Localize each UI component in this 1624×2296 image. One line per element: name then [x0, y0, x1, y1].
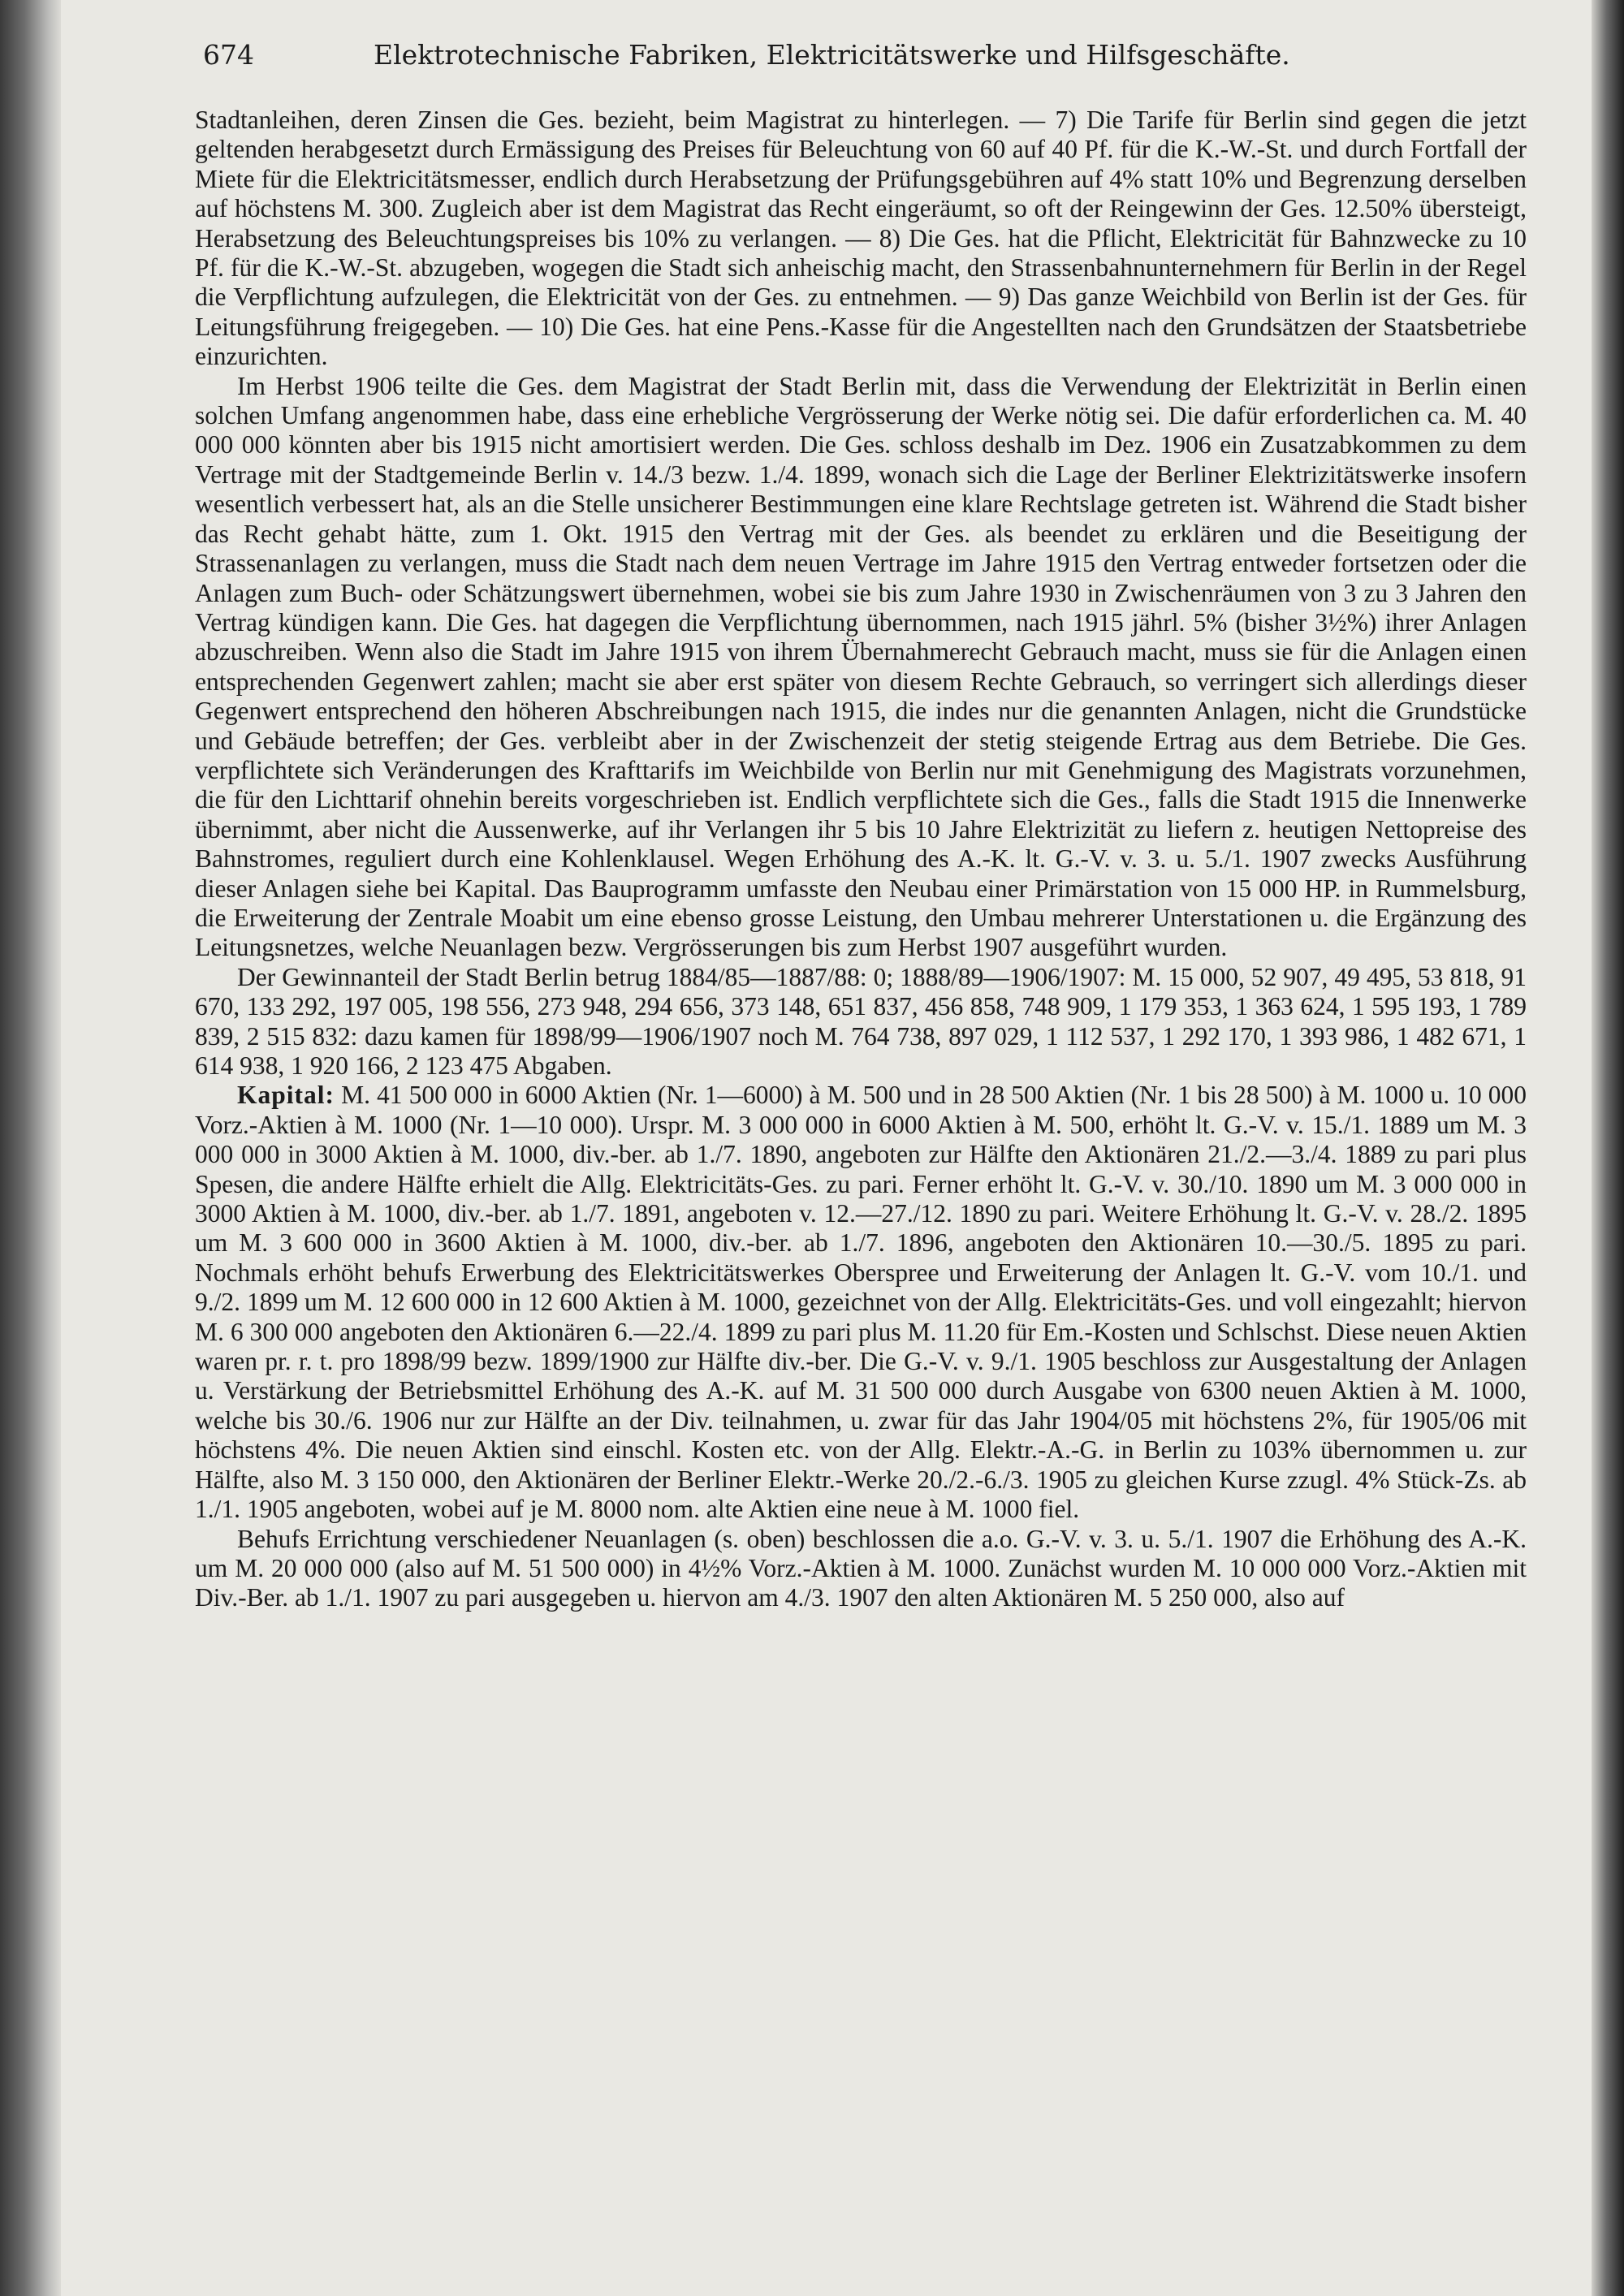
running-header [203, 37, 1510, 73]
paragraph: Stadtanleihen, deren Zinsen die Ges. bezieht, beim Magistrat zu hinterlegen. — 7) Die Tarife für Berlin sind gegen die jetzt geltenden herabgesetzt durch Ermässigung des Preises für Beleuchtung von 60 auf 40 Pf. für die K.-W.-St. und durch Fortfall der Miete für die Elektricitätsmesser, endlich durch Herabsetzung der Prüfungsgebühren auf 4% statt 10% und Begrenzung derselben auf höchstens M. 300. Zugleich aber ist dem Magistrat das Recht eingeräumt, so oft der Reingewinn der Ges. 12.50% übersteigt, Herabsetzung des Beleuchtungspreises bis 10% zu verlangen. — 8) Die Ges. hat die Pflicht, Elektricität für Bahnzwecke zu 10 Pf. für die K.-W.-St. abzugeben, wogegen die Stadt sich anheischig macht, den Strassenbahnunternehmern für Berlin in der Regel die Verpflichtung aufzulegen, die Elektricität von der Ges. zu entnehmen. — 9) Das ganze Weichbild von Berlin ist der Ges. für Leitungsführung freigegeben. — 10) Die Ges. hat eine Pens.-Kasse für die Angestellten nach den Grundsätzen der Staatsbetriebe einzurichten. [195, 106, 1527, 371]
page-title: Elektrotechnische Fabriken, Elektricitätswerke und Hilfsgeschäfte. [374, 39, 1290, 71]
paragraph: Der Gewinnanteil der Stadt Berlin betrug 1884/85—1887/88: 0; 1888/89—1906/1907: M. 15 000, 52 907, 49 495, 53 818, 91 670, 133 292, 197 005, 198 556, 273 948, 294 656, 373 148, 651 837, 456 858, 748 909, 1 179 353, 1 363 624, 1 595 193, 1 789 839, 2 515 832: dazu kamen für 1898/99—1906/1907 noch M. 764 738, 897 029, 1 112 537, 1 292 170, 1 393 986, 1 482 671, 1 614 938, 1 920 166, 2 123 475 Abgaben. [195, 962, 1527, 1080]
body-text [195, 106, 1527, 1613]
kapital-section [195, 1081, 1527, 1524]
paragraph: Im Herbst 1906 teilte die Ges. dem Magistrat der Stadt Berlin mit, dass die Verwendung der Elektrizität in Berlin einen solchen Umfang angenommen habe, dass eine erhebliche Vergrösserung der Werke nötig sei. Die dafür erforderlichen ca. M. 40 000 000 könnten aber bis 1915 nicht amortisiert werden. Die Ges. schloss deshalb im Dez. 1906 ein Zusatzabkommen zu dem Vertrage mit der Stadtgemeinde Berlin v. 14./3 bezw. 1./4. 1899, wonach sich die Lage der Berliner Elektrizitätswerke insofern wesentlich verbessert hat, als an die Stelle unsicherer Bestimmungen eine klare Rechtslage getreten ist. Während die Stadt bisher das Recht gehabt hätte, zum 1. Okt. 1915 den Vertrag mit der Ges. als beendet zu erklären und die Beseitigung der Strassenanlagen zu verlangen, muss die Stadt nach dem neuen Vertrage im Jahre 1915 den Vertrag entweder fortsetzen oder die Anlagen zum Buch- oder Schätzungswert übernehmen, wobei sie bis zum Jahre 1930 in Zwischenräumen von 3 zu 3 Jahren den Vertrag kündigen kann. Die Ges. hat dagegen die Verpflichtung übernommen, nach 1915 jährl. 5% (bisher 3½%) ihrer Anlagen abzuschreiben. Wenn also die Stadt im Jahre 1915 von ihrem Übernahmerecht Gebrauch macht, muss sie für die Anlagen einen entsprechenden Gegenwert zahlen; macht sie aber erst später von diesem Rechte Gebrauch, so verringert sich allerdings dieser Gegenwert entsprechend den höheren Abschreibungen nach 1915, die indes nur die genannten Anlagen, nicht die Grundstücke und Gebäude betreffen; der Ges. verbleibt aber in der Zwischenzeit der stetig steigende Ertrag aus dem Betriebe. Die Ges. verpflichtete sich Veränderungen des Krafttarifs im Weichbilde von Berlin nur mit Genehmigung des Magistrats vorzunehmen, die für den Lichttarif ohnehin bereits vorgeschrieben ist. Endlich verpflichtete sich die Ges., falls die Stadt 1915 die Innenwerke übernimmt, aber nicht die Aussenwerke, auf ihr Verlangen ihr 5 bis 10 Jahre Elektrizität zu liefern z. heutigen Nettopreise des Bahnstromes, reguliert durch eine Kohlenklausel. Wegen Erhöhung des A.-K. lt. G.-V. v. 3. u. 5./1. 1907 zwecks Ausführung dieser Anlagen siehe bei Kapital. Das Bauprogramm umfasste den Neubau einer Primärstation von 15 000 HP. in Rummelsburg, die Erweiterung der Zentrale Moabit um eine ebenso grosse Leistung, den Umbau mehrerer Unterstationen u. die Ergänzung des Leitungsnetzes, welche Neuanlagen bezw. Vergrösserungen bis zum Herbst 1907 ausgeführt wurden. [195, 371, 1527, 962]
document-page [195, 32, 1527, 2265]
page-number: 674 [203, 39, 254, 71]
scan-right-edge [1592, 0, 1624, 2296]
paragraph: Behufs Errichtung verschiedener Neuanlagen (s. oben) beschlossen die a.o. G.-V. v. 3. u. 5./1. 1907 die Erhöhung des A.-K. um M. 20 000 000 (also auf M. 51 500 000) in 4½% Vorz.-Aktien à M. 1000. Zunächst wurden M. 10 000 000 Vorz.-Aktien mit Div.-Ber. ab 1./1. 1907 zu pari ausgegeben u. hiervon am 4./3. 1907 den alten Aktionären M. 5 250 000, also auf [195, 1524, 1527, 1612]
kapital-text: M. 41 500 000 in 6000 Aktien (Nr. 1—6000) à M. 500 und in 28 500 Aktien (Nr. 1 bis 28 500) à M. 1000 u. 10 000 Vorz.-Aktien à M. 1000 (Nr. 1—10 000). Urspr. M. 3 000 000 in 6000 Aktien à M. 500, erhöht lt. G.-V. v. 15./1. 1889 um M. 3 000 000 in 3000 Aktien à M. 1000, div.-ber. ab 1./7. 1890, angeboten zur Hälfte den Aktionären 21./2.—3./4. 1889 zu pari plus Spesen, die andere Hälfte erhielt die Allg. Elektricitäts-Ges. zu pari. Ferner erhöht lt. G.-V. v. 30./10. 1890 um M. 3 000 000 in 3000 Aktien à M. 1000, div.-ber. ab 1./7. 1891, angeboten v. 12.—27./12. 1890 zu pari. Weitere Erhöhung lt. G.-V. v. 28./2. 1895 um M. 3 600 000 in 3600 Aktien à M. 1000, div.-ber. ab 1./7. 1896, angeboten den Aktionären 10.—30./5. 1895 zu pari. Nochmals erhöht behufs Erwerbung des Elektricitätswerkes Oberspree und Erweiterung der Anlagen lt. G.-V. vom 10./1. und 9./2. 1899 um M. 12 600 000 in 12 600 Aktien à M. 1000, gezeichnet von der Allg. Elektricitäts-Ges. und voll eingezahlt; hiervon M. 6 300 000 angeboten den Aktionären 6.—22./4. 1899 zu pari plus M. 11.20 für Em.-Kosten und Schlschst. Diese neuen Aktien waren pr. r. t. pro 1898/99 bezw. 1899/1900 zur Hälfte div.-ber. Die G.-V. v. 9./1. 1905 beschloss zur Ausgestaltung der Anlagen u. Verstärkung der Betriebsmittel Erhöhung des A.-K. auf M. 31 500 000 durch Ausgabe von 6300 neuen Aktien à M. 1000, welche bis 30./6. 1906 nur zur Hälfte an der Div. teilnahmen, u. zwar für das Jahr 1904/05 mit höchstens 2%, für 1905/06 mit höchstens 4%. Die neuen Aktien sind einschl. Kosten etc. von der Allg. Elektr.-A.-G. in Berlin zu 103% übernommen u. zur Hälfte, also M. 3 150 000, den Aktionären der Berliner Elektr.-Werke 20./2.-6./3. 1905 zu gleichen Kurse zzugl. 4% Stück-Zs. ab 1./1. 1905 angeboten, wobei auf je M. 8000 nom. alte Aktien eine neue à M. 1000 fiel. [195, 1081, 1527, 1524]
scan-left-edge [0, 0, 61, 2296]
kapital-heading: Kapital: [237, 1081, 335, 1110]
